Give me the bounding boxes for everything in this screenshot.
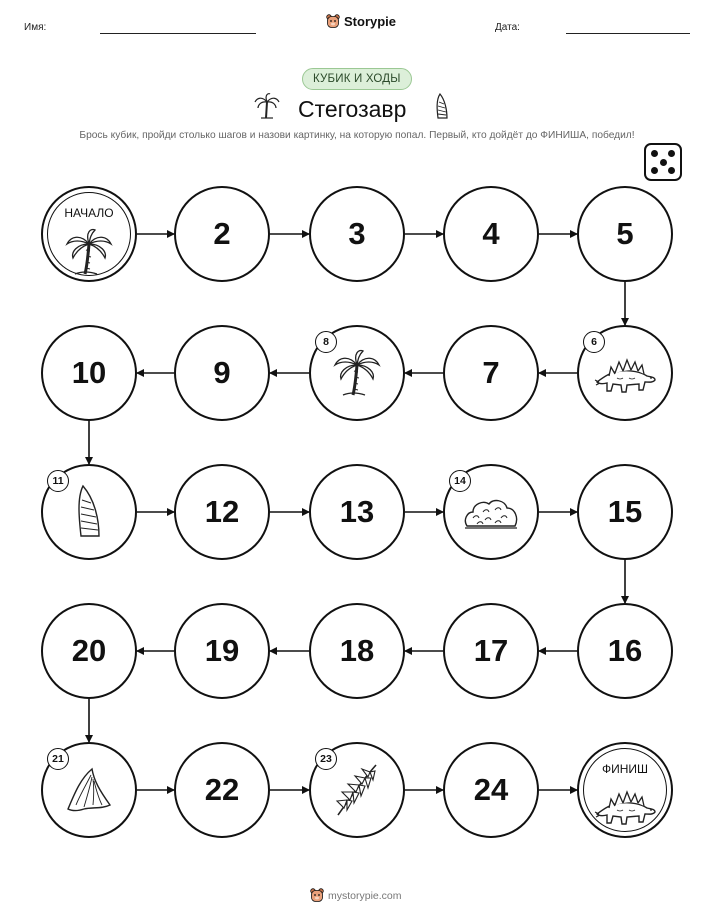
- cell-number: 13: [339, 494, 375, 529]
- board-cell: [309, 186, 405, 282]
- cell-number: 3: [348, 216, 366, 251]
- board-cell: [443, 464, 539, 560]
- instructions: Брось кубик, пройди столько шагов и назови картинку, на которую попал. Первый, кто дойдёт до ФИНИША, победил!: [79, 130, 635, 141]
- cell-number: 19: [204, 633, 240, 668]
- board-cell: [174, 325, 270, 421]
- cell-number-tag: 11: [47, 470, 69, 492]
- board-cell: [309, 603, 405, 699]
- cell-number: 7: [482, 355, 500, 390]
- board-cell: [577, 464, 673, 560]
- cell-number: 2: [213, 216, 231, 251]
- cell-number: 17: [473, 633, 509, 668]
- footer-url: mystorypie.com: [328, 889, 402, 902]
- board-cell: [309, 325, 405, 421]
- cell-number-tag: 6: [583, 331, 605, 353]
- plate-icon: [62, 765, 116, 815]
- game-type-badge: КУБИК И ХОДЫ: [302, 68, 412, 90]
- board-cell: [41, 325, 137, 421]
- date-label: Дата:: [495, 22, 520, 33]
- fern-leaf-icon: [330, 761, 384, 819]
- board-cell: [309, 742, 405, 838]
- board-cell: [443, 325, 539, 421]
- cell-number: 10: [71, 355, 107, 390]
- cell-number: 16: [607, 633, 643, 668]
- board-cell: [174, 603, 270, 699]
- board-cell: [41, 464, 137, 560]
- board-cell: [577, 325, 673, 421]
- spike-icon: [69, 482, 109, 542]
- name-label: Имя:: [24, 22, 47, 33]
- board-cell: [577, 603, 673, 699]
- footer: [310, 888, 402, 903]
- cell-number: 4: [482, 216, 500, 251]
- finish-cell: [577, 742, 673, 838]
- start-cell: [41, 186, 137, 282]
- board-cell: [443, 742, 539, 838]
- board-cell: [443, 186, 539, 282]
- palm-tree-icon: [331, 347, 383, 399]
- board-cell: [577, 186, 673, 282]
- board-cell: [41, 603, 137, 699]
- stegosaurus-icon: [593, 782, 657, 833]
- stegosaurus-icon: [593, 350, 657, 396]
- cell-number: 18: [339, 633, 375, 668]
- board-cell: [174, 464, 270, 560]
- cell-number-tag: 14: [449, 470, 471, 492]
- bush-icon: [461, 490, 521, 534]
- board-cell: [309, 464, 405, 560]
- bear-logo-icon: [310, 888, 324, 903]
- board-cell: [174, 186, 270, 282]
- cell-number: 15: [607, 494, 643, 529]
- board-cell: [443, 603, 539, 699]
- cell-number-tag: 23: [315, 748, 337, 770]
- cell-number-tag: 8: [315, 331, 337, 353]
- cell-number: 22: [204, 772, 240, 807]
- board-cell: [174, 742, 270, 838]
- cell-number: 20: [71, 633, 107, 668]
- board-cell: [41, 742, 137, 838]
- cell-number: 24: [473, 772, 509, 807]
- cell-number: 12: [204, 494, 240, 529]
- brand-name: Storypie: [344, 14, 397, 29]
- cell-caption: НАЧАЛО: [64, 206, 114, 220]
- cell-number: 5: [616, 216, 634, 251]
- palm-tree-icon: [63, 226, 115, 283]
- cell-number: 9: [213, 355, 231, 390]
- page-title: Стегозавр: [298, 96, 407, 122]
- cell-caption: ФИНИШ: [601, 762, 649, 776]
- cell-number-tag: 21: [47, 748, 69, 770]
